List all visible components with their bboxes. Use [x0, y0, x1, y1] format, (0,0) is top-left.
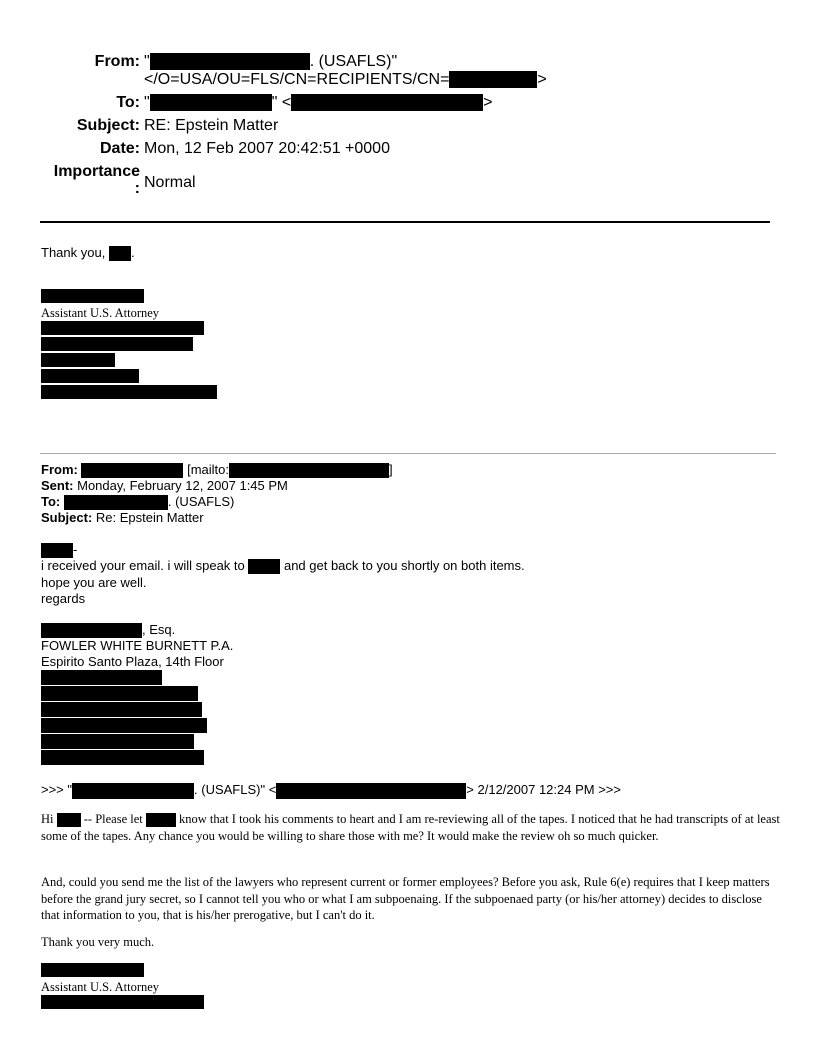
redaction-block [41, 734, 194, 749]
quoted1-body-line2: hope you are well. [41, 575, 147, 590]
redaction-block [41, 686, 198, 701]
redaction-block [41, 321, 204, 335]
redaction-block [41, 353, 115, 367]
subject-label: Subject: [76, 117, 140, 134]
quoted2-header-suffix: > 2/12/2007 12:24 PM >>> [466, 782, 621, 797]
redaction-block [57, 813, 81, 827]
redaction-block [41, 289, 144, 303]
to-open-quote: " [144, 94, 150, 111]
quoted2-p1-c: know that I took his comments to heart and I am re-reviewing all of the tapes. I noticed that he had transcripts of at least some of the tapes. Any chance you would be willing to share those with me? It would make the review oh so much quicker. [41, 812, 780, 843]
from-value [144, 52, 397, 71]
redaction-block [41, 718, 207, 733]
header-divider [40, 221, 770, 223]
to-value [144, 93, 493, 112]
redaction-block [41, 337, 193, 351]
redaction-block [150, 94, 272, 111]
quoted1-from-line [41, 462, 393, 478]
redaction-block [291, 94, 483, 111]
from-exchange-suffix: > [537, 71, 547, 88]
quoted1-body-line1-a: i received your email. i will speak to [41, 558, 249, 573]
from-open-quote: " [144, 53, 150, 70]
quoted1-sig-name [41, 622, 175, 638]
redaction-block [41, 623, 142, 638]
from-suffix: . (USAFLS)" [309, 53, 398, 70]
redaction-block [150, 53, 310, 70]
redaction-block [41, 670, 162, 685]
quoted1-body-line1 [41, 558, 525, 574]
date-label: Date: [99, 140, 140, 157]
redaction-block [41, 543, 73, 558]
redaction-block [276, 783, 466, 799]
quoted1-to-line [41, 494, 234, 510]
subject-value: RE: Epstein Matter [144, 117, 279, 134]
redaction-block [41, 385, 217, 399]
quoted1-body-line1-b: and get back to you shortly on both items. [280, 558, 525, 573]
date-value: Mon, 12 Feb 2007 20:42:51 +0000 [144, 140, 390, 157]
redaction-block [109, 246, 131, 261]
quoted2-paragraph3: Thank you very much. [41, 935, 155, 949]
redaction-block [81, 463, 183, 478]
redaction-block [248, 559, 280, 574]
quoted2-header-line [41, 782, 621, 799]
quoted1-salutation [41, 542, 77, 558]
quoted1-mailto-open: [mailto: [183, 462, 229, 477]
quoted1-sent-label: Sent: [41, 478, 74, 493]
redaction-block [449, 71, 537, 88]
reply-greeting-prefix: Thank you, [41, 245, 109, 260]
redaction-block [41, 995, 204, 1009]
quoted1-subject-line [41, 510, 204, 526]
from-exchange-prefix: </O=USA/OU=FLS/CN=RECIPIENTS/CN= [144, 71, 450, 88]
quoted2-signature-title: Assistant U.S. Attorney [41, 980, 160, 994]
reply-greeting-suffix: . [130, 245, 135, 260]
quoted1-salutation-suffix: - [73, 542, 78, 557]
to-label: To: [116, 94, 140, 111]
quoted2-paragraph1 [41, 811, 781, 844]
importance-label-colon: : [134, 180, 140, 197]
quoted1-sig-firm: FOWLER WHITE BURNETT P.A. [41, 638, 234, 653]
reply-greeting [41, 245, 135, 261]
reply-signature-title: Assistant U.S. Attorney [41, 306, 160, 320]
redaction-block [72, 783, 194, 799]
quoted1-from-label: From: [41, 462, 78, 477]
to-suffix: > [483, 94, 493, 111]
quoted1-sig-name-suffix: , Esq. [142, 622, 176, 637]
redaction-block [41, 963, 144, 977]
quoted1-subject-label: Subject: [41, 510, 93, 525]
quoted-divider [40, 453, 776, 454]
redaction-block [146, 813, 176, 827]
redaction-block [229, 463, 389, 478]
importance-label: Importance [53, 163, 140, 180]
redaction-block [41, 750, 204, 765]
importance-value: Normal [144, 174, 196, 191]
from-label: From: [94, 53, 140, 70]
quoted1-sent-line [41, 478, 288, 494]
quoted2-header-prefix: >>> " [41, 782, 73, 797]
quoted1-to-label: To: [41, 494, 61, 509]
to-mid: " < [271, 94, 292, 111]
quoted1-sent-value: Monday, February 12, 2007 1:45 PM [73, 478, 288, 493]
quoted2-paragraph2: And, could you send me the list of the lawyers who represent current or former employees? Before you ask, Rule 6(e) requires that I keep matters before the grand jury secret, so I cannot tell you who or what I am subpoenaing. If the subpoenaed party (or his/her attorney) decides to disclose that information to you, that is his/her prerogative, but I can't do it. [41, 875, 770, 922]
quoted1-body-line3: regards [41, 591, 86, 606]
from-exchange-address [144, 70, 547, 89]
redaction-block [41, 702, 202, 717]
quoted1-sig-address: Espirito Santo Plaza, 14th Floor [41, 654, 224, 669]
quoted1-mailto-close: ] [388, 462, 393, 477]
quoted2-p1-a: Hi [41, 812, 57, 826]
quoted1-subject-value: Re: Epstein Matter [92, 510, 204, 525]
redaction-block [41, 369, 139, 383]
quoted2-p1-b: -- Please let [80, 812, 146, 826]
quoted2-header-mid: . (USAFLS)" < [194, 782, 277, 797]
quoted1-to-suffix: . (USAFLS) [167, 494, 235, 509]
redaction-block [64, 495, 168, 510]
